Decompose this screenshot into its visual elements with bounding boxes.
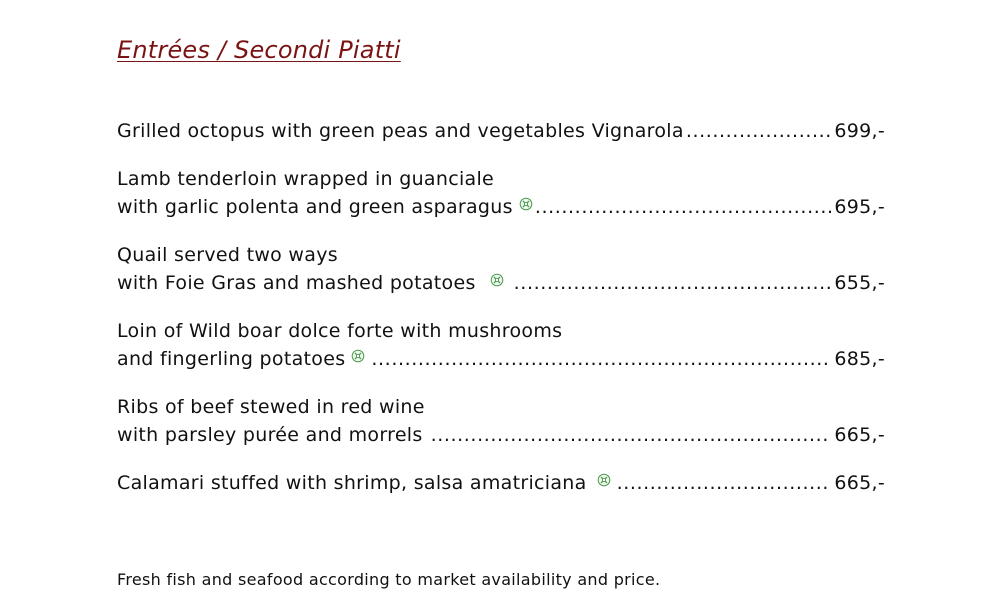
dish-description: Lamb tenderloin wrapped in guanciale (117, 168, 495, 190)
menu-item (117, 241, 885, 297)
dish-description: with parsley purée and morrels (117, 424, 423, 446)
dish-description: Ribs of beef stewed in red wine (117, 396, 425, 418)
menu-item-line (117, 421, 885, 449)
dish-description: Calamari stuffed with shrimp, salsa amatriciana (117, 472, 587, 494)
menu-item-line (117, 393, 885, 421)
menu-list (117, 117, 885, 517)
dish-description: Quail served two ways (117, 244, 338, 266)
menu-item-line (117, 117, 885, 145)
menu-item-line (117, 317, 885, 345)
menu-item-line (117, 193, 885, 221)
gluten-free-icon (351, 349, 365, 363)
dot-leader (431, 421, 832, 449)
dish-description: Grilled octopus with green peas and vegetables Vignarola (117, 120, 684, 142)
dish-description: with garlic polenta and green asparagus (117, 196, 513, 218)
menu-item-line (117, 345, 885, 373)
gluten-free-icon (490, 273, 504, 287)
dot-leader (535, 193, 831, 221)
dish-price: 695,- (834, 196, 885, 218)
dot-leader (371, 345, 831, 373)
menu-item-line (117, 469, 885, 497)
dish-price: 665,- (834, 424, 885, 446)
menu-item (117, 165, 885, 221)
menu-item-line (117, 165, 885, 193)
menu-item (117, 317, 885, 373)
dish-price: 655,- (834, 272, 885, 294)
gluten-free-icon (597, 473, 611, 487)
dish-price: 699,- (834, 120, 885, 142)
gluten-free-icon (519, 197, 533, 211)
menu-item-line (117, 241, 885, 269)
section-title: Entrées / Secondi Piatti (117, 36, 401, 64)
menu-item (117, 117, 885, 145)
dish-description: Loin of Wild boar dolce forte with mushrooms (117, 320, 563, 342)
footer-note: Fresh fish and seafood according to market availability and price. (117, 570, 661, 589)
dot-leader (514, 269, 832, 297)
menu-item-line (117, 269, 885, 297)
dish-price: 665,- (834, 472, 885, 494)
dot-leader (686, 117, 832, 145)
menu-item (117, 469, 885, 497)
menu-item (117, 393, 885, 449)
dot-leader (617, 469, 832, 497)
dish-description: with Foie Gras and mashed potatoes (117, 272, 476, 294)
dish-description: and fingerling potatoes (117, 348, 346, 370)
dish-price: 685,- (834, 348, 885, 370)
